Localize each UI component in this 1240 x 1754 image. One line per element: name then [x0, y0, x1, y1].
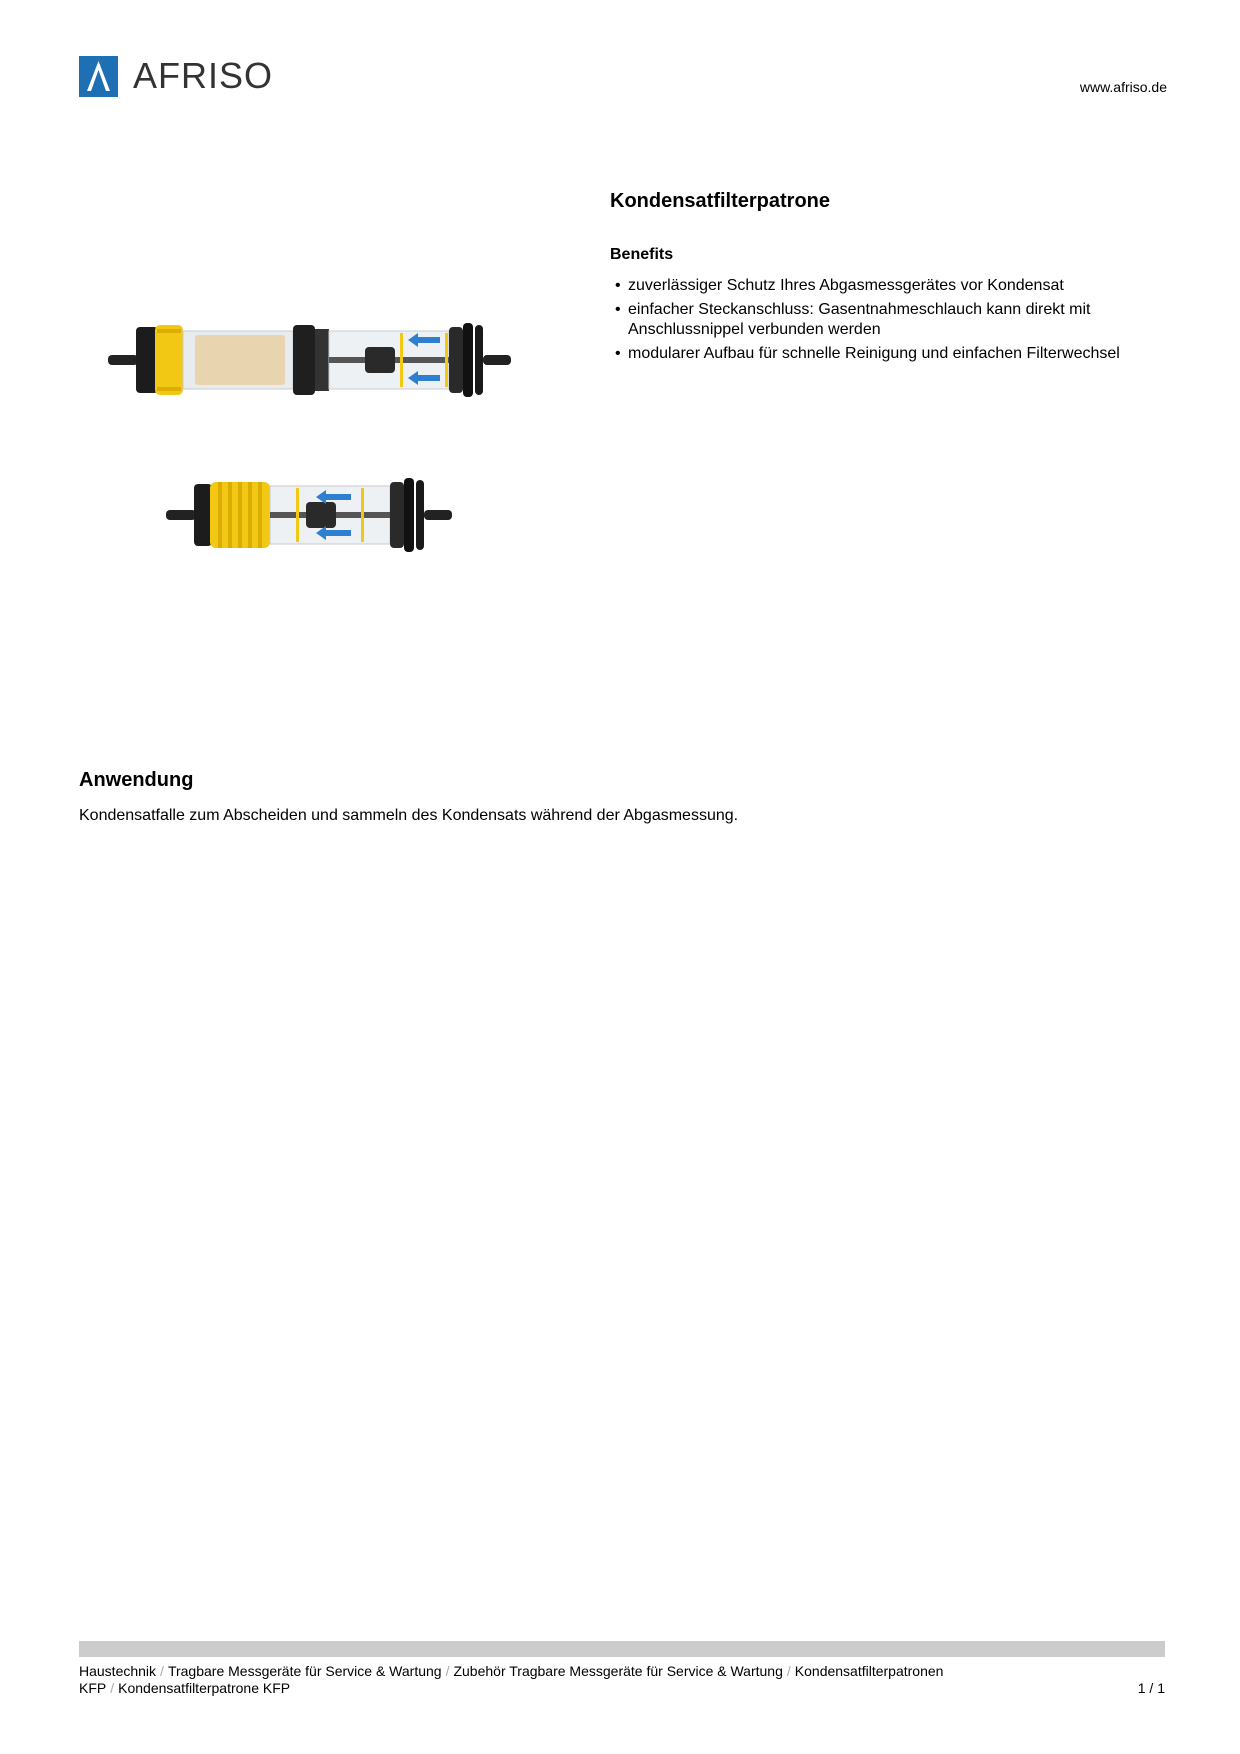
- application-text: Kondensatfalle zum Abscheiden und sammeln des Kondensats während der Abgasmessung.: [79, 807, 739, 824]
- breadcrumb: [79, 1663, 1079, 1697]
- product-images: [100, 315, 570, 555]
- afriso-logo[interactable]: [79, 55, 309, 97]
- page-number: 1 / 1: [1137, 1680, 1165, 1696]
- filter-cartridge-large-image: [100, 315, 564, 405]
- benefit-item: [615, 276, 1155, 296]
- benefit-item: [615, 344, 1155, 364]
- breadcrumb-separator: /: [160, 1663, 164, 1679]
- breadcrumb-item[interactable]: Kondensatfilterpatronen KFP: [79, 1663, 944, 1696]
- benefits-heading: Benefits: [610, 246, 674, 263]
- benefit-text: • zuverlässiger Schutz Ihres Abgasmessgerätes vor Kondensat: [628, 277, 1064, 294]
- breadcrumb-item[interactable]: Zubehör Tragbare Messgeräte für Service & Wartung: [453, 1663, 783, 1679]
- benefit-text: • einfacher Steckanschluss: Gasentnahmeschlauch kann direkt mit Anschlussnippel verbunden werden: [628, 301, 1091, 338]
- brand-name: AFRISO: [133, 55, 274, 96]
- afriso-logo-icon: [79, 56, 118, 97]
- breadcrumb-item[interactable]: Tragbare Messgeräte für Service & Wartung: [167, 1663, 442, 1679]
- breadcrumb-separator: /: [110, 1680, 115, 1696]
- breadcrumb-item[interactable]: Haustechnik: [79, 1663, 157, 1679]
- breadcrumb-separator: /: [445, 1663, 450, 1679]
- breadcrumb-item[interactable]: Kondensatfilterpatrone KFP: [118, 1680, 291, 1696]
- website-link[interactable]: www.afriso.de: [1079, 79, 1167, 95]
- benefit-item: [615, 300, 1155, 340]
- footer-bar: [79, 1641, 1165, 1657]
- filter-cartridge-small-image: [166, 470, 486, 560]
- product-title: Kondensatfilterpatrone: [610, 190, 831, 212]
- benefits-list: [615, 276, 1155, 368]
- breadcrumb-separator: /: [786, 1663, 791, 1679]
- application-title: Anwendung: [79, 769, 194, 791]
- benefit-text: • modularer Aufbau für schnelle Reinigung und einfachen Filterwechsel: [628, 345, 1120, 362]
